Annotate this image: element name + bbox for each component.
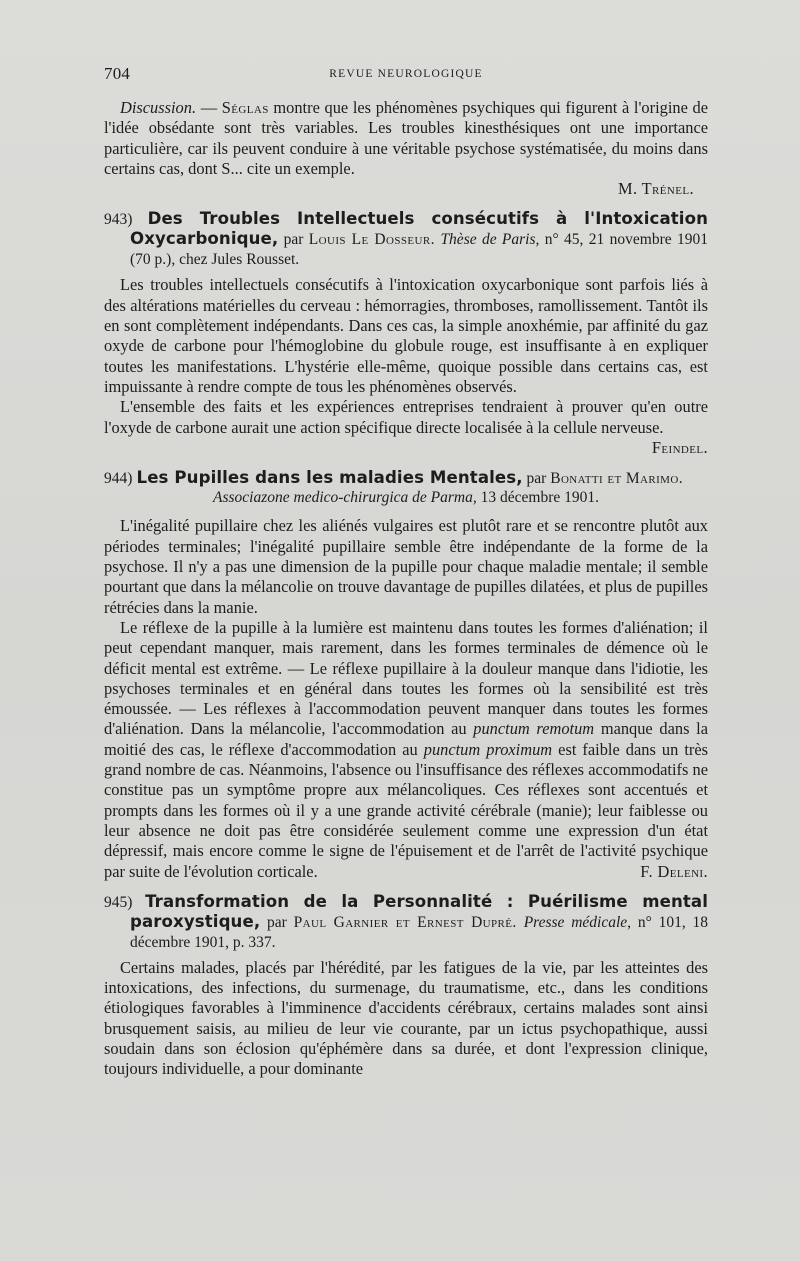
entry-943-heading: 943) Des Troubles Intellectuels consécutifs à l'Intoxication Oxycarbonique, par Louis Le Dosseur. Thèse de Paris, n° 45, 21 novembre 1901 (70 p.), chez Jules Rousset. <box>104 209 708 269</box>
entry-944-signature: F. Deleni. <box>640 861 708 881</box>
entry-945-authors: Paul Garnier et Ernest Dupré. <box>293 913 517 931</box>
entry-944-paragraph-1: L'inégalité pupillaire chez les aliénés vulgaires est plutôt rare et se rencontre plutôt aux périodes terminales; l'inégalité pupillaire semble être indépendante de la forme de la psychose. Il n'y a pas une dimension de la pupille pour chaque maladie mentale; il semble pourtant que dans la mélancolie on trouve davantage de pupilles dilatées, et plus de pupilles rétrécies dans la manie. <box>104 516 708 617</box>
entry-944-journal: Associazone medico-chirurgica de Parma, <box>213 489 477 507</box>
entry-943-paragraph-2: L'ensemble des faits et les expériences entreprises tendraient à prouver qu'en outre l'oxyde de carbone aurait une action spécifique directe localisée à la cellule nerveuse. Feindel. <box>104 397 708 457</box>
discussion-dash: — <box>196 98 222 117</box>
entry-944-source <box>104 488 708 508</box>
punctum-remotum: punctum remotum <box>473 719 595 739</box>
entry-944-date: 13 décembre 1901. <box>476 489 599 507</box>
entry-945-journal: Presse médicale, <box>523 913 632 931</box>
discussion-label: Discussion. <box>120 98 197 117</box>
discussion-signature: M. Trénel. <box>617 179 694 199</box>
running-title: REVUE NEUROLOGIQUE <box>329 68 483 80</box>
entry-943-thesis: Thèse de Paris, <box>440 231 540 249</box>
entry-943-signature: Feindel. <box>651 437 708 457</box>
entry-944-number: 944) <box>104 470 133 488</box>
entry-945-paragraph-1: Certains malades, placés par l'hérédité, par les fatigues de la vie, par les atteintes des intoxications, des infections, du surmenage, du traumatisme, etc., dans les conditions étiologiques favorables à l'imminence d'accidents cérébraux, certains malades sont ainsi brusquement saisis, au milieu de leur vie courante, par un ictus psychopathique, aussi soudain dans son éclosion qu'éphémère dans sa durée, et dont l'expression clinique, toujours individuelle, a pour dominante <box>104 957 708 1079</box>
entry-943-paragraph-1: Les troubles intellectuels consécutifs à l'intoxication oxycarbonique sont parfois liés à des altérations matérielles du cerveau : hémorragies, thromboses, ramollissement. Tantôt ils en sont complètement indépendants. Dans ces cas, la simple anoxhémie, par affinité du gaz oxyde de carbone pour l'hémoglobine du globule rouge, est insuffisante à en expliquer toutes les manifestations. L'hystérie elle-même, quoique possible dans certains cas, est impuissante à rendre compte de tous les phénomènes observés. <box>104 275 708 396</box>
page-header <box>104 64 708 88</box>
entry-943-author: Louis Le Dosseur. <box>308 231 435 249</box>
punctum-proximum: punctum proximum <box>423 739 553 759</box>
entry-944-authors: Bonatti et Marimo. <box>550 470 683 488</box>
discussion-text: montre que les phénomènes psychiques qui figurent à l'origine de l'idée obsédante sont très variables. Les troubles kinesthésiques ont une importance particulière, car ils peuvent conduire à une véritable psychose systématisée, du moins dans certains cas, dont S... cite un exemple. <box>104 98 708 178</box>
discussion-paragraph <box>104 98 708 179</box>
entry-943-number: 943) <box>104 211 133 229</box>
entry-943-title: Des Troubles Intellectuels consécutifs à l'Intoxication Oxycarbonique, <box>130 209 708 249</box>
entry-945-number: 945) <box>104 893 133 911</box>
entry-945-details: n° 101, 18 décembre 1901, p. 337. <box>130 913 708 951</box>
entry-944-paragraph-2: Le réflexe de la pupille à la lumière est maintenu dans toutes les formes d'aliénation; il peut cependant manquer, mais rarement, dans les formes terminales de démence où le déficit mental est extrême. — Le réflexe pupillaire à la douleur manque dans l'idiotie, les psychoses terminales et en général dans toutes les formes où la sensibilité est très émoussée. — Les réflexes à l'accommodation peuvent manquer dans toutes les formes d'aliénation. Dans la mélancolie, l'accommodation au punctum remotum manque dans la moitié des cas, le réflexe d'accommodation au punctum proximum est faible dans un très grand nombre de cas. Néanmoins, l'absence ou l'insuffisance des réflexes accommodatifs ne constitue pas un symptôme propre aux mélancoliques. Ces réflexes sont accentués et prompts dans les formes où il y a une grande activité cérébrale (manie); leur faiblesse ou leur absence ne doit pas être considérée seulement comme une expression d'un état dépressif, mais encore comme le signe de l'épuisement et de l'arrêt de l'activité psychique par suite de l'évolution corticale. F. Deleni. <box>104 617 708 881</box>
page-number: 704 <box>104 64 131 83</box>
entry-943-details: n° 45, 21 novembre 1901 (70 p.), chez Jules Rousset. <box>130 231 708 269</box>
page-content <box>104 98 708 1080</box>
entry-945-title: Transformation de la Personnalité : Puérilisme mental paroxystique, <box>130 891 708 931</box>
entry-944-heading: 944) Les Pupilles dans les maladies Mentales, par Bonatti et Marimo. <box>104 468 683 488</box>
discussion-author: Séglas <box>221 98 269 117</box>
entry-945-heading: 945) Transformation de la Personnalité : Puérilisme mental paroxystique, par Paul Garnier et Ernest Dupré. Presse médicale, n° 101, 18 décembre 1901, p. 337. <box>104 891 708 951</box>
entry-944-title: Les Pupilles dans les maladies Mentales, <box>136 468 523 488</box>
